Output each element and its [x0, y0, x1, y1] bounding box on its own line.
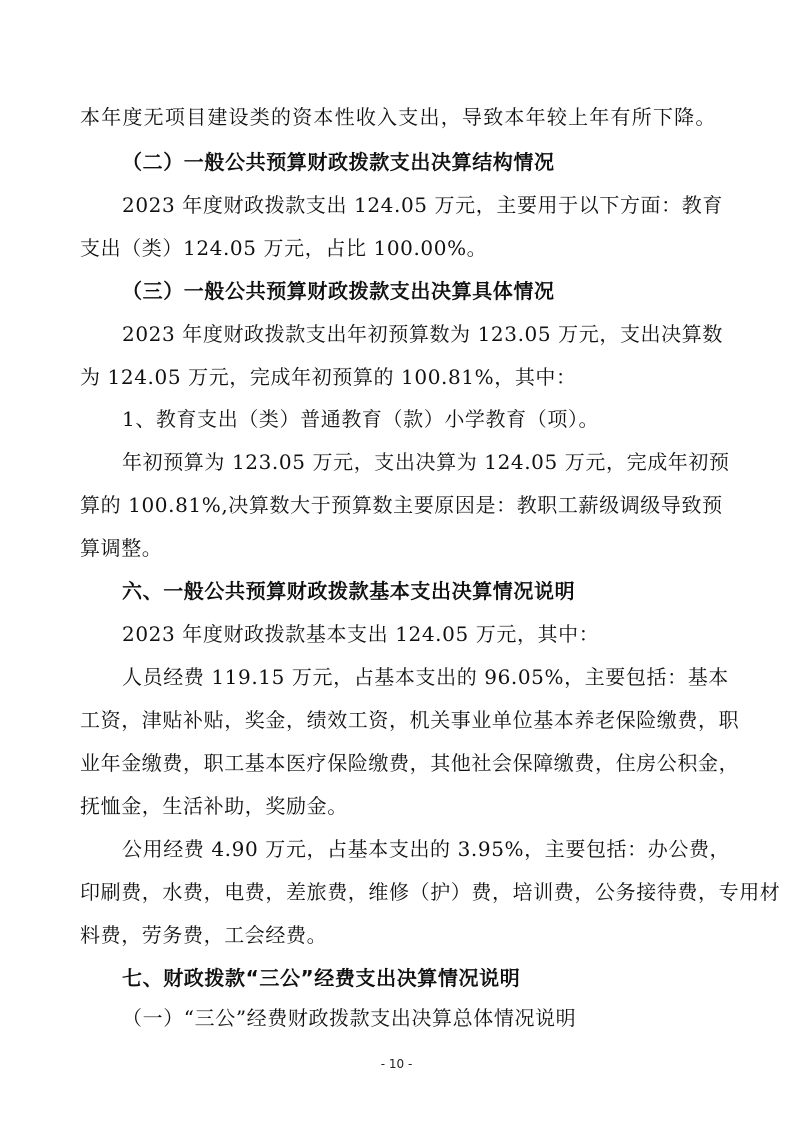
paragraph-line: 工资，津贴补贴，奖金，绩效工资，机关事业单位基本养老保险缴费，职 [80, 708, 740, 732]
paragraph-line: 算调整。 [80, 536, 163, 560]
paragraph-line: 本年度无项目建设类的资本性收入支出，导致本年较上年有所下降。 [80, 105, 716, 129]
subsection-heading: （一）“三公”经费财政拨款支出决算总体情况说明 [122, 1006, 577, 1030]
paragraph-line: 2023 年度财政拨款基本支出 124.05 万元，其中： [122, 622, 600, 646]
section-heading: （二）一般公共预算财政拨款支出决算结构情况 [122, 150, 555, 174]
section-heading: （三）一般公共预算财政拨款支出决算具体情况 [122, 279, 555, 303]
page-number: - 10 - [380, 1057, 413, 1071]
paragraph-line: 支出（类）124.05 万元，占比 100.00%。 [80, 236, 488, 260]
paragraph-line: 为 124.05 万元，完成年初预算的 100.81%，其中： [80, 365, 577, 389]
paragraph-line: 公用经费 4.90 万元，占基本支出的 3.95%，主要包括：办公费， [122, 837, 731, 861]
paragraph-line: 1、教育支出（类）普通教育（款）小学教育（项）。 [122, 407, 600, 431]
paragraph-line: 业年金缴费，职工基本医疗保险缴费，其他社会保障缴费，住房公积金， [80, 751, 740, 775]
paragraph-line: 2023 年度财政拨款支出年初预算数为 123.05 万元，支出决算数 [122, 322, 723, 346]
section-heading: 七、财政拨款“三公”经费支出决算情况说明 [122, 966, 521, 990]
paragraph-line: 人员经费 119.15 万元，占基本支出的 96.05%，主要包括：基本 [122, 665, 729, 689]
paragraph-line: 算的 100.81%,决算数大于预算数主要原因是：教职工薪级调级导致预 [80, 493, 723, 517]
paragraph-line: 抚恤金，生活补助，奖励金。 [80, 794, 348, 818]
paragraph-line: 印刷费，水费，电费，差旅费，维修（护）费，培训费，公务接待费，专用材 [80, 880, 781, 904]
paragraph-line: 2023 年度财政拨款支出 124.05 万元，主要用于以下方面：教育 [122, 193, 723, 217]
paragraph-line: 料费，劳务费，工会经费。 [80, 923, 328, 947]
section-heading: 六、一般公共预算财政拨款基本支出决算情况说明 [122, 579, 576, 603]
paragraph-line: 年初预算为 123.05 万元，支出决算为 124.05 万元，完成年初预 [122, 450, 730, 474]
